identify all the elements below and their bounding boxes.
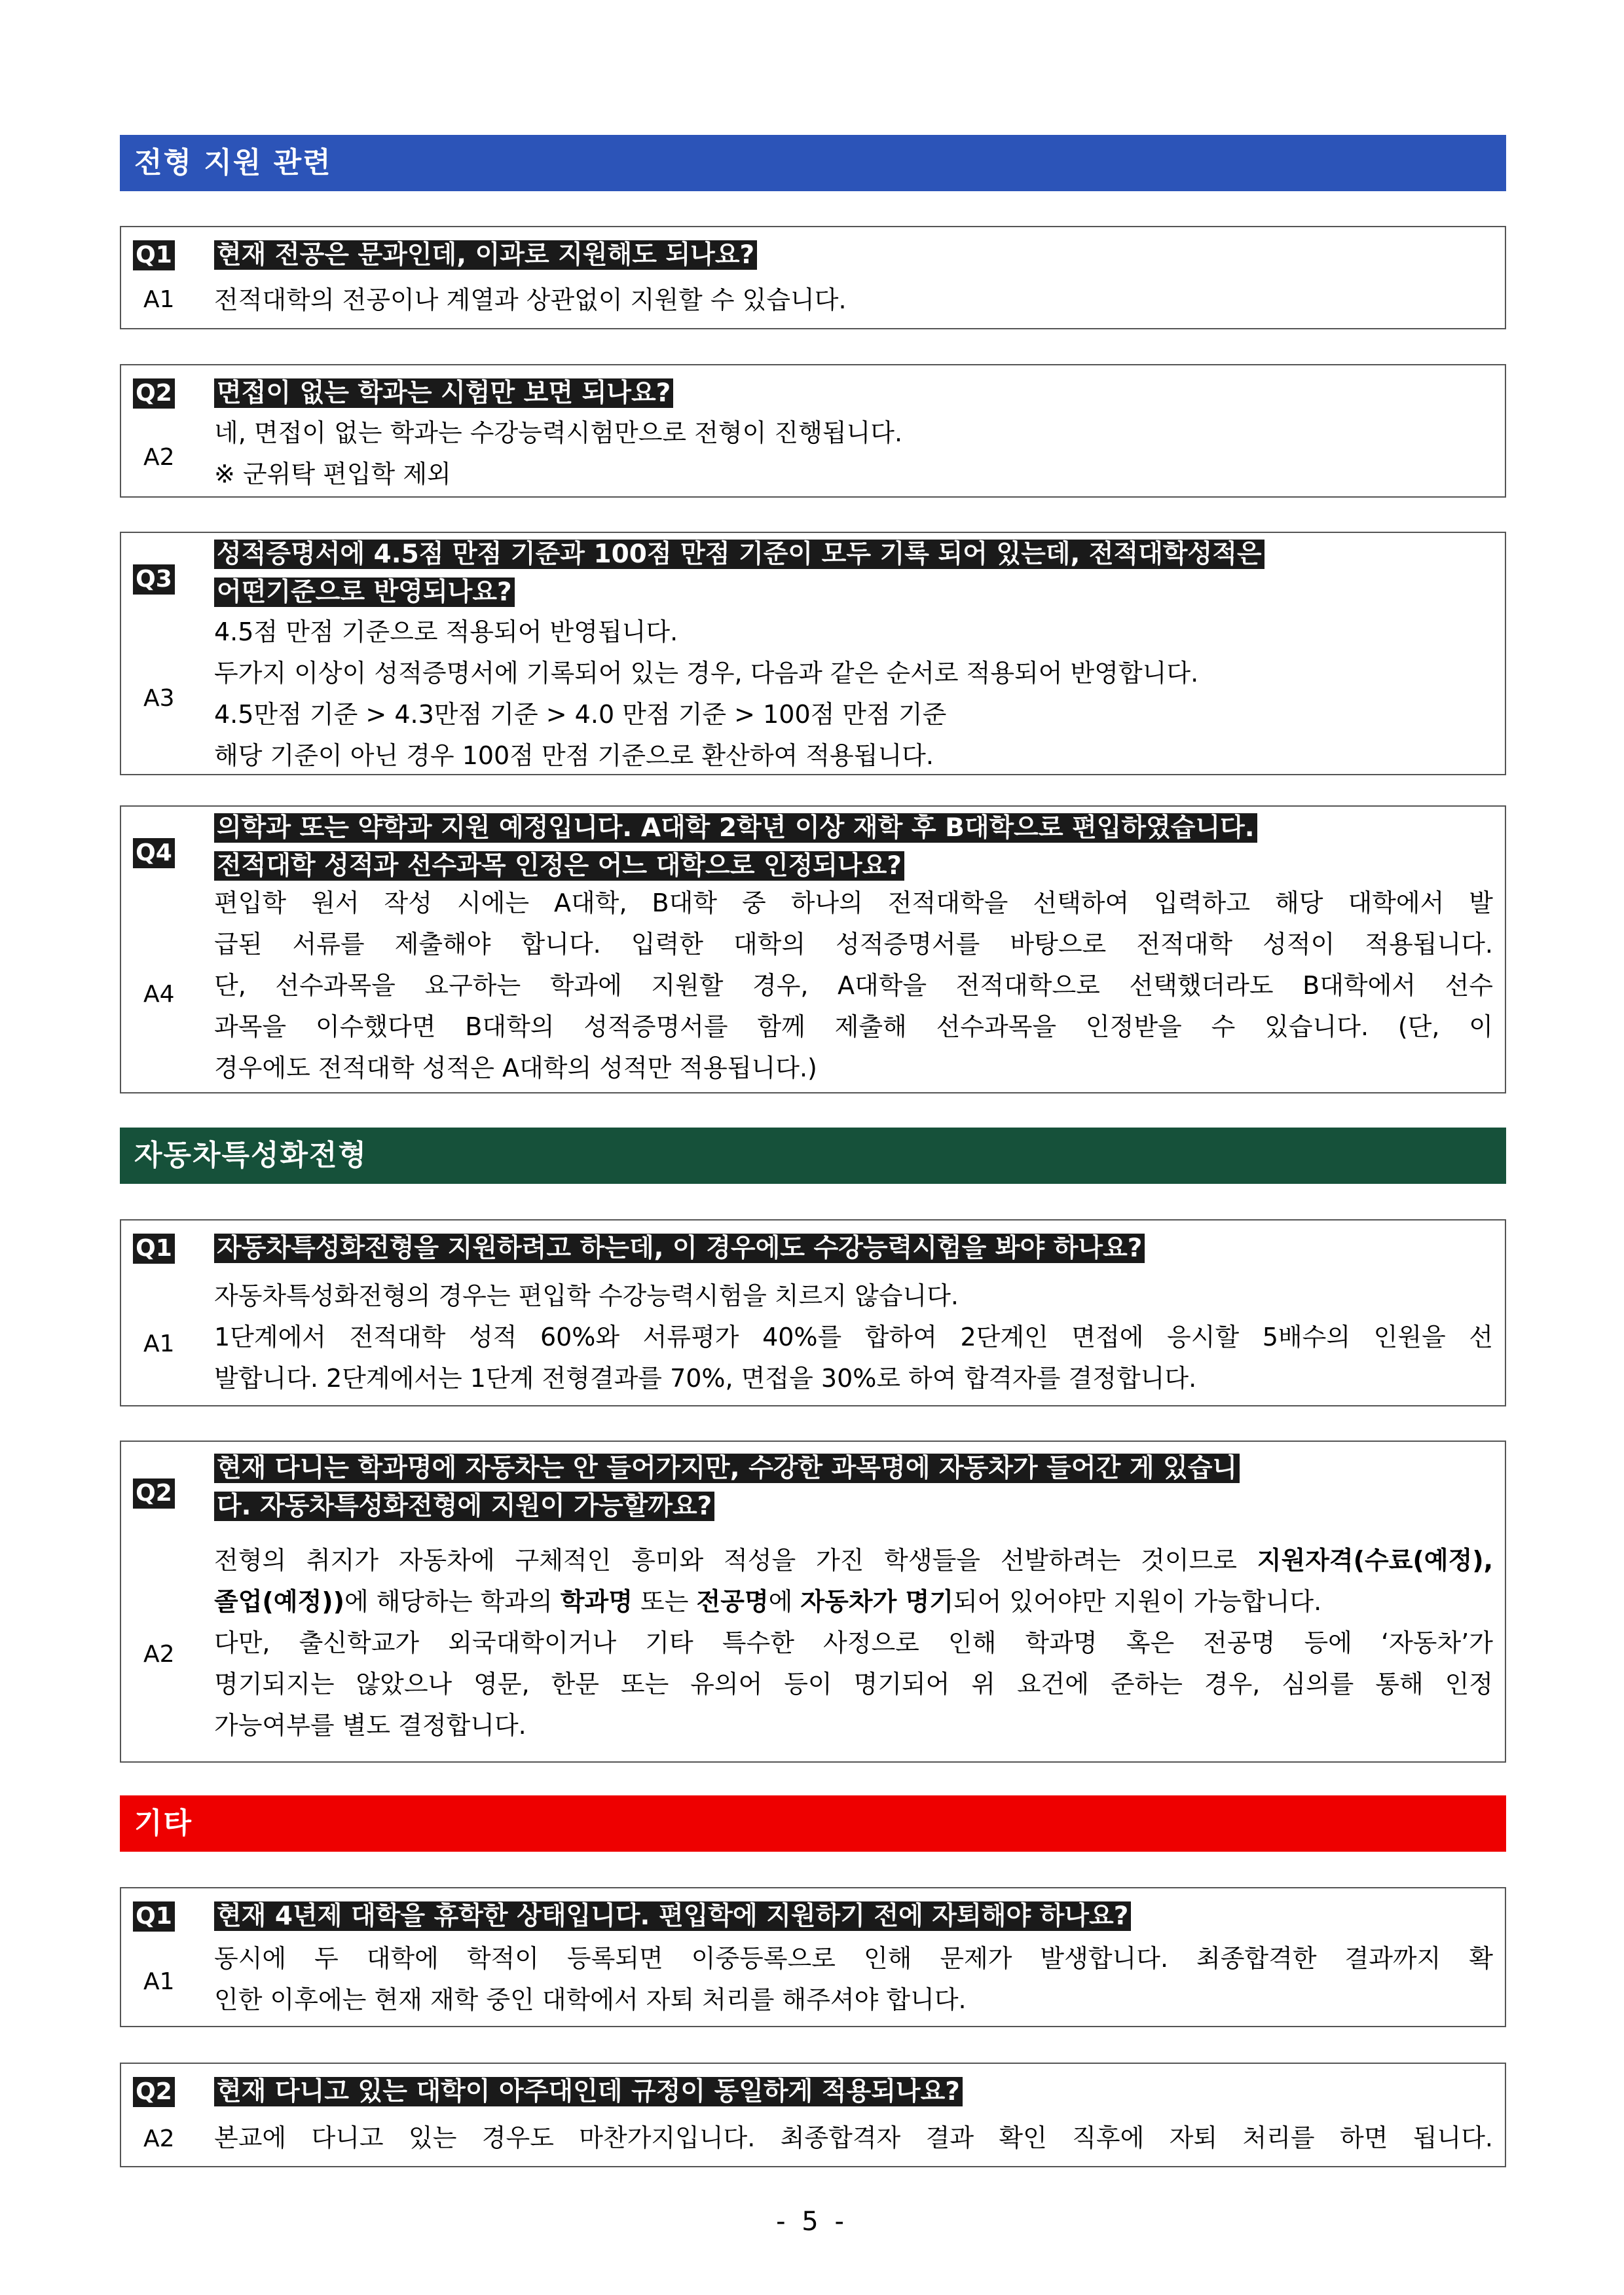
qa-item (120, 1219, 1506, 1406)
answer-segment-bold: 졸업(예정)) (214, 1587, 344, 1616)
answer-line: 두가지 이상이 성적증명서에 기록되어 있는 경우, 다음과 같은 순서로 적용되어 반영합니다. (214, 659, 1199, 688)
answer-segment: 되어 있어야만 지원이 가능합니다. (953, 1587, 1322, 1616)
answer-line: 인한 이후에는 현재 재학 중인 대학에서 자퇴 처리를 해주셔야 합니다. (214, 1985, 967, 2014)
answer-line: 동시에 두 대학에 학적이 등록되면 이중등록으로 인해 문제가 발생합니다. 최종합격한 결과까지 확 (214, 1944, 1493, 1973)
answer-segment: 에 해당하는 학과의 (344, 1587, 561, 1616)
answer-segment-bold: 지원자격(수료(예정), (1257, 1546, 1493, 1575)
answer-segment-bold: 전공명 (696, 1587, 769, 1616)
answer-line: 네, 면접이 없는 학과는 수강능력시험만으로 전형이 진행됩니다. (214, 418, 903, 447)
qa-item (120, 1441, 1506, 1763)
answer-line: 해당 기준이 아닌 경우 100점 만점 기준으로 환산하여 적용됩니다. (214, 741, 934, 770)
question-line: 의학과 또는 약학과 지원 예정입니다. A대학 2학년 이상 재학 후 B대학으로 편입하였습니다. (214, 813, 1257, 843)
answer-line: 4.5만점 기준 > 4.3만점 기준 > 4.0 만점 기준 > 100점 만점 기준 (214, 700, 947, 729)
answer-text (214, 1938, 1493, 2021)
section-title: 기타 (134, 1807, 193, 1840)
qa-item (120, 805, 1506, 1093)
answer-line: ※ 군위탁 편입학 제외 (214, 460, 451, 488)
answer-text (214, 280, 1493, 321)
answer-segment-bold: 자동차가 명기 (800, 1587, 953, 1616)
section-header-application (120, 135, 1506, 191)
answer-text (214, 1540, 1493, 1746)
section-header-other (120, 1795, 1506, 1852)
answer-label: A1 (143, 1968, 175, 1995)
answer-line: 다만, 출신학교가 외국대학이거나 기타 특수한 사정으로 인해 학과명 혹은 전공명 등에 ‘자동차’가 (214, 1628, 1493, 1657)
answer-label: A2 (143, 2125, 175, 2152)
answer-segment: 또는 (632, 1587, 697, 1616)
question-text (214, 536, 1493, 612)
question-label: Q1 (133, 240, 175, 270)
answer-line: 명기되지는 않았으나 영문, 한문 또는 유의어 등이 명기되어 위 요건에 준하는 경우, 심의를 통해 인정 (214, 1670, 1493, 1698)
section-title: 전형 지원 관련 (134, 146, 332, 179)
question-line: 현재 다니고 있는 대학이 아주대인데 규정이 동일하게 적용되나요? (214, 2077, 963, 2106)
question-line: 현재 4년제 대학을 휴학한 상태입니다. 편입학에 지원하기 전에 자퇴해야 하나요? (214, 1901, 1131, 1931)
answer-line: 1단계에서 전적대학 성적 60%와 서류평가 40%를 합하여 2단계인 면접에 응시할 5배수의 인원을 선 (214, 1323, 1493, 1351)
question-label: Q3 (133, 564, 175, 595)
question-line: 현재 다니는 학과명에 자동차는 안 들어가지만, 수강한 과목명에 자동차가 들어간 게 있습니 (214, 1454, 1240, 1483)
answer-line: 본교에 다니고 있는 경우도 마찬가지입니다. 최종합격자 결과 확인 직후에 자퇴 처리를 하면 됩니다. (214, 2123, 1493, 2152)
answer-segment-bold: 학과명 (560, 1587, 633, 1616)
qa-item (120, 532, 1506, 775)
answer-line (214, 1540, 1493, 1581)
section-title: 자동차특성화전형 (134, 1139, 368, 1172)
question-line: 현재 전공은 문과인데, 이과로 지원해도 되나요? (214, 240, 757, 270)
answer-label: A1 (143, 1331, 175, 1357)
question-line: 성적증명서에 4.5점 만점 기준과 100점 만점 기준이 모두 기록 되어 있는데, 전적대학성적은 (214, 540, 1264, 569)
question-text (214, 1230, 1493, 1268)
answer-line: 전적대학의 전공이나 계열과 상관없이 지원할 수 있습니다. (214, 285, 847, 314)
answer-text (214, 413, 1493, 495)
answer-line: 가능여부를 별도 결정합니다. (214, 1711, 526, 1740)
answer-label: A2 (143, 444, 175, 471)
answer-text (214, 2118, 1493, 2159)
answer-segment: 전형의 취지가 자동차에 구체적인 흥미와 적성을 가진 학생들을 선발하려는 것이므로 (214, 1546, 1257, 1575)
answer-line: 급된 서류를 제출해야 합니다. 입력한 대학의 성적증명서를 바탕으로 전적대학 성적이 적용됩니다. (214, 930, 1493, 959)
answer-line: 자동차특성화전형의 경우는 편입학 수강능력시험을 치르지 않습니다. (214, 1281, 959, 1310)
question-text (214, 375, 1493, 413)
question-line: 자동차특성화전형을 지원하려고 하는데, 이 경우에도 수강능력시험을 봐야 하나요? (214, 1234, 1145, 1263)
answer-text (214, 883, 1493, 1089)
answer-text (214, 612, 1493, 777)
answer-label: A1 (143, 286, 175, 313)
question-line: 전적대학 성적과 선수과목 인정은 어느 대학으로 인정되나요? (214, 851, 904, 881)
question-label: Q4 (133, 838, 175, 868)
answer-label: A2 (143, 1641, 175, 1668)
question-text (214, 236, 1493, 274)
question-label: Q2 (133, 2077, 175, 2107)
question-text (214, 1450, 1493, 1526)
question-text (214, 809, 1493, 885)
answer-label: A3 (143, 685, 175, 712)
question-label: Q1 (133, 1234, 175, 1264)
answer-line: 단, 선수과목을 요구하는 학과에 지원할 경우, A대학을 전적대학으로 선택했더라도 B대학에서 선수 (214, 971, 1493, 1000)
qa-item (120, 226, 1506, 329)
page-number: - 5 - (776, 2207, 848, 2237)
answer-segment: 에 (768, 1587, 801, 1616)
question-line: 면접이 없는 학과는 시험만 보면 되나요? (214, 378, 673, 408)
answer-line: 과목을 이수했다면 B대학의 성적증명서를 함께 제출해 선수과목을 인정받을 수 있습니다. (단, 이 (214, 1012, 1493, 1041)
question-label: Q2 (133, 1478, 175, 1509)
question-text (214, 1898, 1493, 1936)
qa-item (120, 2063, 1506, 2167)
answer-text (214, 1276, 1493, 1399)
section-header-automotive (120, 1128, 1506, 1184)
question-label: Q1 (133, 1901, 175, 1932)
answer-line: 경우에도 전적대학 성적은 A대학의 성적만 적용됩니다.) (214, 1054, 817, 1082)
question-text (214, 2073, 1493, 2111)
answer-line (214, 1581, 1493, 1623)
qa-item (120, 364, 1506, 498)
qa-item (120, 1887, 1506, 2027)
answer-line: 편입학 원서 작성 시에는 A대학, B대학 중 하나의 전적대학을 선택하여 입력하고 해당 대학에서 발 (214, 889, 1493, 917)
question-line: 다. 자동차특성화전형에 지원이 가능할까요? (214, 1492, 714, 1521)
question-line: 어떤기준으로 반영되나요? (214, 578, 515, 607)
answer-label: A4 (143, 981, 175, 1008)
answer-line: 발합니다. 2단계에서는 1단계 전형결과를 70%, 면접을 30%로 하여 합격자를 결정합니다. (214, 1364, 1197, 1393)
answer-line: 4.5점 만점 기준으로 적용되어 반영됩니다. (214, 617, 678, 646)
question-label: Q2 (133, 378, 175, 409)
